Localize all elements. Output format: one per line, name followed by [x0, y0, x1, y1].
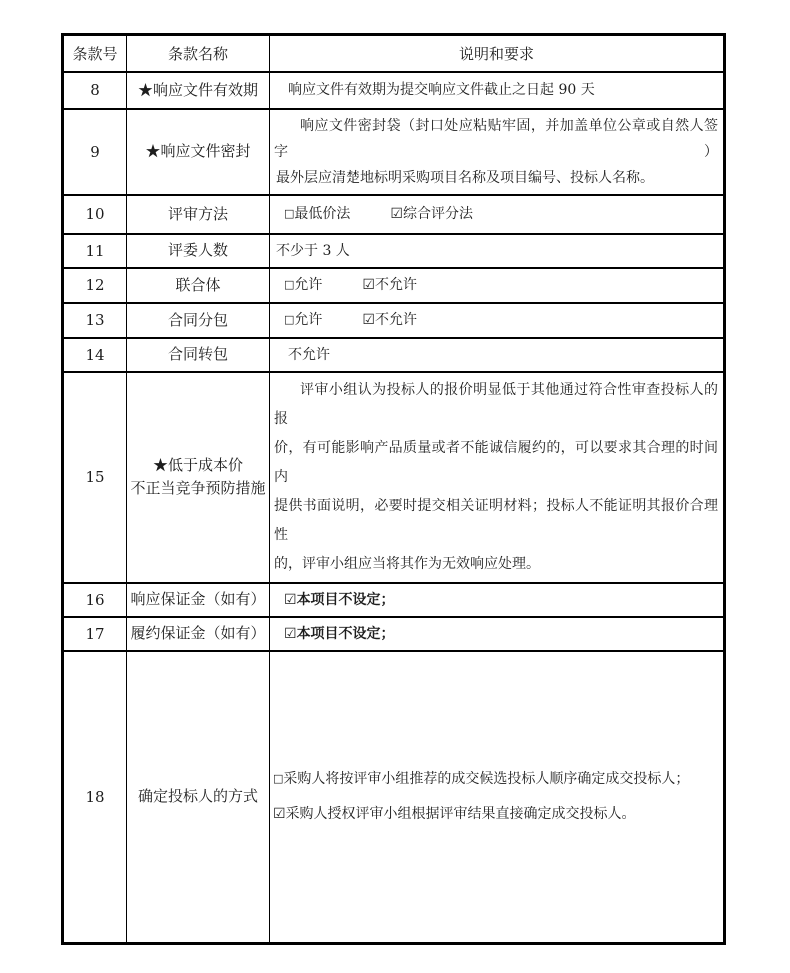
option-label: 不允许	[374, 311, 417, 328]
clause-no: 17	[63, 617, 127, 651]
clause-row-13	[63, 303, 725, 338]
table-header-row	[63, 35, 725, 72]
clause-name: ★响应文件有效期	[127, 72, 270, 109]
clause-name: 评委人数	[127, 234, 270, 268]
clause-desc-cell	[270, 617, 725, 651]
terms-table	[61, 33, 726, 945]
clause-no: 8	[63, 72, 127, 109]
checkbox-unchecked-icon: □	[284, 312, 295, 326]
clause-no: 15	[63, 372, 127, 583]
clause-name: ★响应文件密封	[127, 109, 270, 195]
clause-no: 11	[63, 234, 127, 268]
option-unchecked	[284, 312, 322, 328]
clause-desc-cell	[270, 72, 725, 109]
clause-name: 履约保证金（如有）	[127, 617, 270, 651]
option-label: 综合评分法	[402, 205, 473, 222]
clause-desc-cell	[270, 338, 725, 372]
checkbox-checked-icon: ☑	[362, 311, 375, 328]
checkbox-checked-icon: ☑	[273, 806, 286, 823]
clause-desc: 不允许	[288, 346, 330, 363]
clause-no: 10	[63, 195, 127, 234]
clause-no: 13	[63, 303, 127, 338]
header-clause-no: 条款号	[63, 35, 127, 72]
desc-line: 评审小组认为投标人的报价明显低于其他通过符合性审查投标人的报	[274, 381, 718, 427]
option-label: 允许	[294, 311, 323, 328]
clause-name: 响应保证金（如有）	[127, 583, 270, 617]
option-line	[274, 272, 718, 299]
option-label: 最低价法	[294, 205, 351, 222]
option-label: 不允许	[374, 276, 417, 293]
header-clause-name: 条款名称	[127, 35, 270, 72]
clause-name: 联合体	[127, 268, 270, 303]
clause-no: 9	[63, 109, 127, 195]
checkbox-checked-icon: ☑	[390, 205, 403, 222]
checkbox-checked-icon: ☑	[362, 276, 375, 293]
option-unchecked	[273, 766, 718, 793]
checkbox-unchecked-icon: □	[273, 772, 284, 786]
clause-name: 合同分包	[127, 303, 270, 338]
clause-row-16	[63, 583, 725, 617]
clause-desc-cell	[270, 583, 725, 617]
clause-row-15	[63, 372, 725, 583]
option-unchecked	[284, 277, 322, 293]
clause-desc: 不少于 3 人	[276, 242, 350, 259]
option-label: 允许	[294, 276, 323, 293]
desc-line: 价，有可能影响产品质量或者不能诚信履约的，可以要求其合理的时间内	[274, 439, 718, 485]
desc-line: 的，评审小组应当将其作为无效响应处理。	[274, 555, 540, 572]
option-label: 采购人将按评审小组推荐的成交候选投标人顺序确定成交投标人；	[283, 771, 690, 788]
clause-desc-cell	[270, 234, 725, 268]
checkbox-checked-icon: ☑	[284, 625, 297, 642]
option-label: 本项目不设定；	[296, 591, 395, 608]
option-checked	[274, 621, 718, 647]
option-line	[274, 201, 718, 228]
clause-row-10	[63, 195, 725, 234]
clause-desc-cell	[270, 195, 725, 234]
clause-desc-cell	[270, 268, 725, 303]
clause-desc-cell	[270, 651, 725, 944]
clause-desc: 响应文件有效期为提交响应文件截止之日起 90 天	[288, 82, 595, 98]
clause-desc-cell	[270, 303, 725, 338]
clause-row-17	[63, 617, 725, 651]
option-checked	[390, 206, 473, 222]
option-checked	[362, 312, 417, 328]
clause-no: 16	[63, 583, 127, 617]
clause-row-9	[63, 109, 725, 195]
clause-name-cell	[127, 372, 270, 583]
header-description: 说明和要求	[270, 35, 725, 72]
checkbox-unchecked-icon: □	[284, 206, 295, 220]
option-label: 本项目不设定；	[296, 625, 395, 642]
clause-name: 评审方法	[127, 195, 270, 234]
clause-row-8	[63, 72, 725, 109]
clause-no: 14	[63, 338, 127, 372]
clause-name: 合同转包	[127, 338, 270, 372]
clause-name-line: 不正当竞争预防措施	[130, 479, 266, 497]
option-unchecked	[284, 206, 350, 222]
option-checked	[362, 277, 417, 293]
clause-name: 确定投标人的方式	[127, 651, 270, 944]
option-checked	[274, 587, 718, 613]
clause-desc-cell	[270, 109, 725, 195]
option-label: 采购人授权评审小组根据评审结果直接确定成交投标人。	[285, 806, 636, 823]
clause-row-12	[63, 268, 725, 303]
option-checked	[273, 801, 718, 827]
clause-no: 12	[63, 268, 127, 303]
clause-row-18	[63, 651, 725, 944]
clause-desc-cell	[270, 372, 725, 583]
desc-line: 最外层应清楚地标明采购项目名称及项目编号、投标人名称。	[276, 169, 654, 186]
clause-no: 18	[63, 651, 127, 944]
clause-row-14	[63, 338, 725, 372]
desc-line: 提供书面说明，必要时提交相关证明材料；投标人不能证明其报价合理性	[274, 497, 718, 543]
clause-row-11	[63, 234, 725, 268]
checkbox-unchecked-icon: □	[284, 277, 295, 291]
checkbox-checked-icon: ☑	[284, 591, 297, 608]
option-line	[274, 307, 718, 334]
desc-line: 响应文件密封袋（封口处应粘贴牢固，并加盖单位公章或自然人签字）	[274, 117, 718, 160]
clause-name-line: ★低于成本价	[152, 456, 243, 474]
